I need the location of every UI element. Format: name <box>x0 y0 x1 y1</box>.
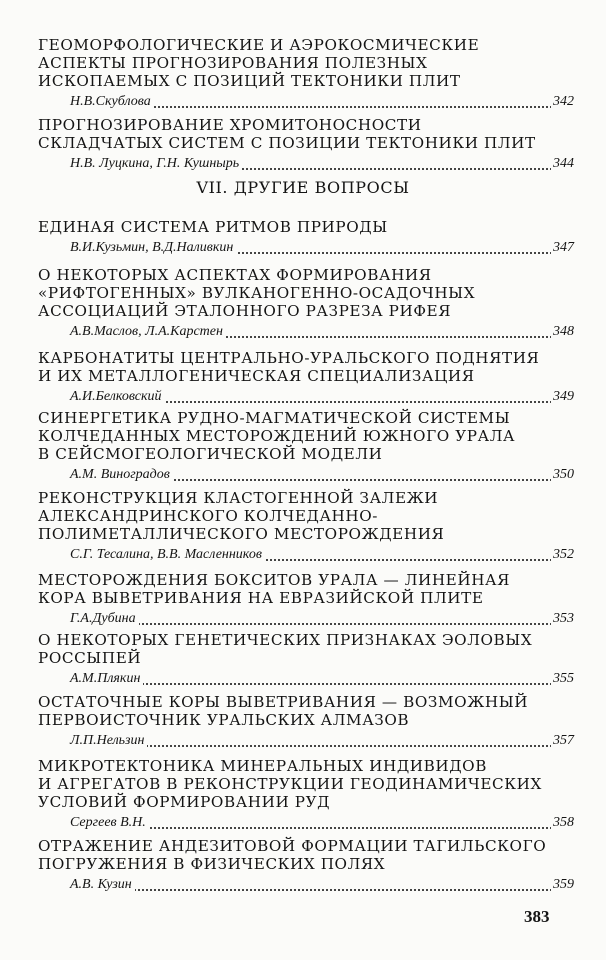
entry-author-row <box>70 607 572 627</box>
entry-authors: Н.В.Скублова <box>70 93 154 111</box>
entry-author-row <box>70 667 572 687</box>
entry-title-line: РЕКОНСТРУКЦИЯ КЛАСТОГЕННОЙ ЗАЛЕЖИ <box>38 489 439 507</box>
entry-title-line: МИКРОТЕКТОНИКА МИНЕРАЛЬНЫХ ИНДИВИДОВ <box>38 757 487 775</box>
entry-title-line: «РИФТОГЕННЫХ» ВУЛКАНОГЕННО-ОСАДОЧНЫХ <box>38 284 476 302</box>
toc-entry <box>38 693 572 749</box>
entry-author-row <box>70 811 572 831</box>
entry-page-number: 355 <box>553 671 574 686</box>
toc-entry <box>38 489 572 563</box>
entry-title-line: О НЕКОТОРЫХ АСПЕКТАХ ФОРМИРОВАНИЯ <box>38 266 432 284</box>
toc-entry <box>38 837 572 893</box>
entry-title-line: РОССЫПЕЙ <box>38 649 142 667</box>
toc-entry <box>38 349 572 405</box>
toc-entry <box>38 266 572 340</box>
entry-title-line: И АГРЕГАТОВ В РЕКОНСТРУКЦИИ ГЕОДИНАМИЧЕСКИХ <box>38 775 542 793</box>
entry-page-number: 350 <box>553 467 574 482</box>
entry-author-row <box>70 873 572 893</box>
entry-page-number: 358 <box>553 815 574 830</box>
entry-title-line: ГЕОМОРФОЛОГИЧЕСКИЕ И АЭРОКОСМИЧЕСКИЕ <box>38 36 480 54</box>
toc-entry <box>38 116 572 172</box>
entry-authors: А.М.Плякин <box>70 670 143 688</box>
entry-title-line: ОСТАТОЧНЫЕ КОРЫ ВЫВЕТРИВАНИЯ — ВОЗМОЖНЫЙ <box>38 693 529 711</box>
dot-leader <box>70 623 572 625</box>
entry-authors: А.В.Маслов, Л.А.Карстен <box>70 323 226 341</box>
entry-page-number: 344 <box>553 156 574 171</box>
entry-page-number: 359 <box>553 877 574 892</box>
section-heading: VII. ДРУГИЕ ВОПРОСЫ <box>196 178 410 197</box>
entry-title-line: АССОЦИАЦИЙ ЭТАЛОННОГО РАЗРЕЗА РИФЕЯ <box>38 302 452 320</box>
entry-title-line: ПЕРВОИСТОЧНИК УРАЛЬСКИХ АЛМАЗОВ <box>38 711 410 729</box>
entry-authors: Сергеев В.Н. <box>70 814 149 832</box>
entry-author-row <box>70 152 572 172</box>
entry-page-number: 349 <box>553 389 574 404</box>
entry-title-line: ПОГРУЖЕНИЯ В ФИЗИЧЕСКИХ ПОЛЯХ <box>38 855 386 873</box>
entry-authors: С.Г. Тесалина, В.В. Масленников <box>70 546 265 564</box>
entry-authors: Н.В. Луцкина, Г.Н. Кушнырь <box>70 155 242 173</box>
entry-page-number: 352 <box>553 547 574 562</box>
entry-title-line: В СЕЙСМОГЕОЛОГИЧЕСКОЙ МОДЕЛИ <box>38 445 383 463</box>
entry-title-line: О НЕКОТОРЫХ ГЕНЕТИЧЕСКИХ ПРИЗНАКАХ ЭОЛОВЫХ <box>38 631 533 649</box>
entry-author-row <box>70 729 572 749</box>
entry-author-row <box>70 543 572 563</box>
entry-title-line: СКЛАДЧАТЫХ СИСТЕМ С ПОЗИЦИИ ТЕКТОНИКИ ПЛИТ <box>38 134 536 152</box>
entry-authors: А.М. Виноградов <box>70 466 173 484</box>
toc-entry <box>38 631 572 687</box>
entry-title-line: АСПЕКТЫ ПРОГНОЗИРОВАНИЯ ПОЛЕЗНЫХ <box>38 54 428 72</box>
entry-author-row <box>70 385 572 405</box>
entry-title-line: ЕДИНАЯ СИСТЕМА РИТМОВ ПРИРОДЫ <box>38 218 388 236</box>
entry-author-row <box>70 236 572 256</box>
entry-authors: Л.П.Нельзин <box>70 732 147 750</box>
entry-author-row <box>70 320 572 340</box>
entry-authors: В.И.Кузьмин, В.Д.Наливкин <box>70 239 236 257</box>
entry-author-row <box>70 90 572 110</box>
dot-leader <box>70 683 572 685</box>
entry-authors: А.В. Кузин <box>70 876 135 894</box>
page-number: 383 <box>524 907 550 926</box>
entry-title-line: КАРБОНАТИТЫ ЦЕНТРАЛЬНО-УРАЛЬСКОГО ПОДНЯТИЯ <box>38 349 540 367</box>
toc-entry <box>38 757 572 831</box>
entry-title-line: ИСКОПАЕМЫХ С ПОЗИЦИЙ ТЕКТОНИКИ ПЛИТ <box>38 72 461 90</box>
entry-title-line: АЛЕКСАНДРИНСКОГО КОЛЧЕДАННО- <box>38 507 379 525</box>
toc-entry <box>38 571 572 627</box>
entry-title-line: КОЛЧЕДАННЫХ МЕСТОРОЖДЕНИЙ ЮЖНОГО УРАЛА <box>38 427 516 445</box>
entry-title-line: УСЛОВИЙ ФОРМИРОВАНИИ РУД <box>38 793 331 811</box>
entry-title-line: КОРА ВЫВЕТРИВАНИЯ НА ЕВРАЗИЙСКОЙ ПЛИТЕ <box>38 589 484 607</box>
entry-title-line: И ИХ МЕТАЛЛОГЕНИЧЕСКАЯ СПЕЦИАЛИЗАЦИЯ <box>38 367 475 385</box>
toc-entry <box>38 409 572 483</box>
entry-author-row <box>70 463 572 483</box>
entry-title-line: МЕСТОРОЖДЕНИЯ БОКСИТОВ УРАЛА — ЛИНЕЙНАЯ <box>38 571 511 589</box>
entry-authors: А.И.Белковский <box>70 388 165 406</box>
entry-title-line: СИНЕРГЕТИКА РУДНО-МАГМАТИЧЕСКОЙ СИСТЕМЫ <box>38 409 511 427</box>
entry-authors: Г.А.Дубина <box>70 610 139 628</box>
entry-page-number: 342 <box>553 94 574 109</box>
entry-page-number: 353 <box>553 611 574 626</box>
toc-entry <box>38 36 572 110</box>
toc-entry <box>38 218 572 256</box>
entry-title-line: ПРОГНОЗИРОВАНИЕ ХРОМИТОНОСНОСТИ <box>38 116 422 134</box>
entry-title-line: ПОЛИМЕТАЛЛИЧЕСКОГО МЕСТОРОЖДЕНИЯ <box>38 525 445 543</box>
entry-title-line: ОТРАЖЕНИЕ АНДЕЗИТОВОЙ ФОРМАЦИИ ТАГИЛЬСКОГО <box>38 837 547 855</box>
entry-page-number: 348 <box>553 324 574 339</box>
dot-leader <box>70 889 572 891</box>
entry-page-number: 347 <box>553 240 574 255</box>
entry-page-number: 357 <box>553 733 574 748</box>
